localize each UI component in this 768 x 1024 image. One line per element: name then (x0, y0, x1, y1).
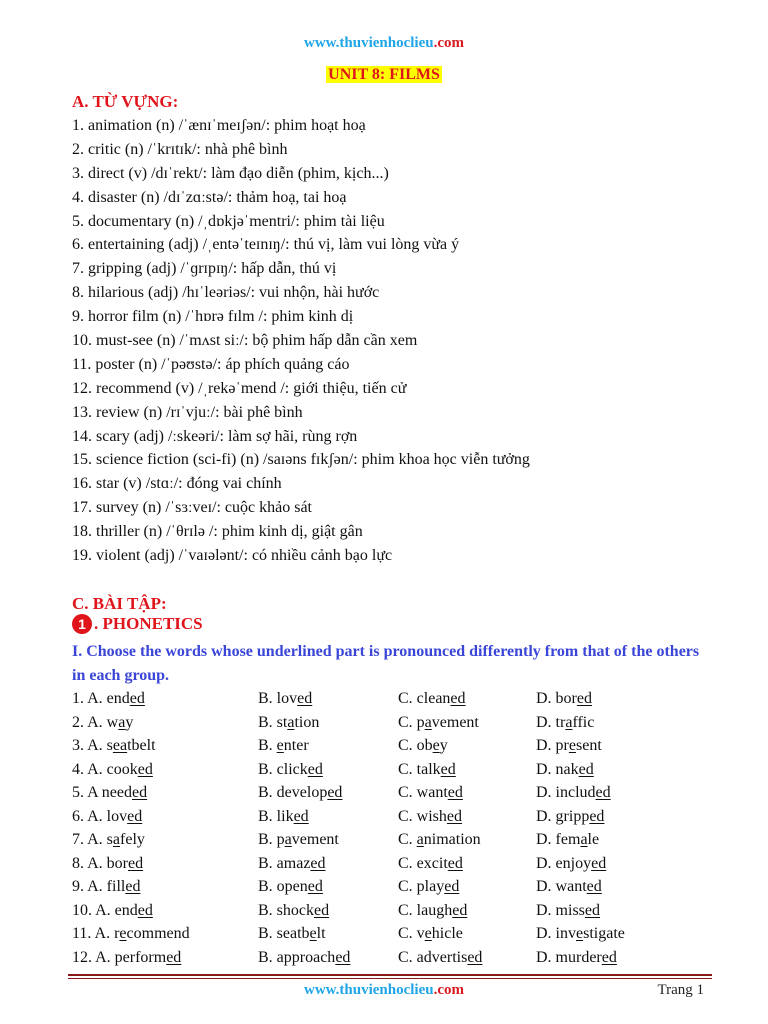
option-a[interactable] (72, 781, 147, 805)
option-text: B. lik (258, 807, 294, 825)
option-b[interactable] (258, 758, 323, 782)
underlined-part: a (580, 831, 588, 848)
option-c[interactable] (398, 899, 467, 923)
option-text: 4. A. cook (72, 760, 138, 778)
vocabulary-item: 10. must-see (n) /ˈmʌst siː/: bộ phim hấp dẫn cần xem (72, 332, 418, 350)
option-text-rest: fely (120, 831, 145, 848)
option-a[interactable] (72, 734, 156, 758)
underlined-part: ed (314, 901, 330, 919)
option-c[interactable] (398, 922, 463, 946)
underlined-part: a (565, 713, 573, 731)
vocabulary-item: 5. documentary (n) /ˌdɒkjəˈmentri/: phim tài liệu (72, 212, 385, 230)
question-row (72, 922, 732, 946)
option-c[interactable] (398, 711, 479, 735)
option-a[interactable] (72, 711, 133, 735)
option-text: 10. A. end (72, 901, 138, 919)
underlined-part: ed (335, 948, 351, 966)
option-text: C. v (398, 925, 425, 942)
underlined-part: ed (137, 901, 153, 919)
underlined-part: ed (450, 690, 466, 707)
option-b[interactable] (258, 899, 329, 923)
option-text: C. clean (398, 690, 451, 707)
option-text: 7. A. s (72, 831, 113, 848)
underlined-part: ed (595, 784, 611, 801)
phonetics-label: . PHONETICS (94, 614, 203, 633)
option-c[interactable] (398, 805, 462, 829)
option-text: C. wish (398, 807, 447, 825)
option-c[interactable] (398, 734, 448, 758)
option-d[interactable] (536, 734, 602, 758)
option-text: B. p (258, 831, 285, 848)
underlined-part: e (576, 925, 584, 942)
vocabulary-item: 8. hilarious (adj) /hɪˈleəriəs/: vui nhộn, hài hước (72, 284, 380, 302)
vocabulary-item: 15. science fiction (sci-fi) (n) /saɪəns fɪkʃən/: phim khoa học viễn tưởng (72, 451, 530, 469)
option-text: C. want (398, 784, 448, 801)
option-text: C. ob (398, 737, 433, 754)
underlined-part: ed (452, 901, 468, 919)
option-b[interactable] (258, 946, 350, 970)
underlined-part: ed (137, 760, 153, 778)
footer-divider-thin (68, 978, 712, 979)
underlined-part: ed (576, 690, 592, 707)
option-d[interactable] (536, 852, 606, 876)
question-row (72, 711, 732, 735)
option-text-rest: nter (283, 737, 309, 754)
underlined-part: a (118, 713, 126, 731)
option-b[interactable] (258, 828, 339, 852)
vocabulary-item: 2. critic (n) /ˈkrɪtɪk/: nhà phê bình (72, 140, 288, 158)
exercise-table (72, 687, 732, 969)
underlined-part: ed (578, 760, 594, 778)
option-c[interactable] (398, 946, 482, 970)
option-text: D. bor (536, 690, 577, 707)
option-a[interactable] (72, 687, 145, 711)
vocabulary-item: 13. review (n) /rɪˈvjuː/: bài phê bình (72, 403, 303, 421)
option-text-rest: sent (576, 737, 602, 754)
option-text-rest: vement (431, 713, 479, 731)
underlined-part: ed (132, 784, 148, 801)
option-text: B. shock (258, 901, 314, 919)
option-a[interactable] (72, 852, 143, 876)
option-text: D. fem (536, 831, 581, 848)
underlined-part: e (432, 737, 440, 754)
option-text: C. laugh (398, 901, 453, 919)
header-site-link[interactable] (0, 35, 768, 52)
footer-site-suffix: .com (433, 982, 464, 998)
option-text-rest: hicle (431, 925, 463, 942)
option-text: B. approach (258, 948, 336, 966)
option-text: C. (398, 831, 417, 848)
vocabulary-item: 11. poster (n) /ˈpəʊstə/: áp phích quảng cáo (72, 355, 350, 373)
option-text: B. lov (258, 690, 298, 707)
question-row (72, 899, 732, 923)
question-row (72, 758, 732, 782)
underlined-part: a (287, 713, 295, 731)
option-b[interactable] (258, 711, 319, 735)
underlined-part: a (112, 831, 121, 848)
option-text-rest: le (587, 831, 600, 848)
option-b[interactable] (258, 687, 312, 711)
option-text: D. inv (536, 925, 576, 942)
option-b[interactable] (258, 781, 342, 805)
underlined-part: e (119, 925, 127, 942)
underlined-part: ed (444, 878, 460, 895)
option-d[interactable] (536, 687, 592, 711)
footer-site-link[interactable] (0, 982, 768, 999)
option-d[interactable] (536, 711, 594, 735)
underlined-part: ed (447, 784, 463, 801)
footer-site-prefix: www.thuvienhoclieu (303, 982, 434, 998)
option-text: 12. A. perform (72, 948, 167, 966)
option-text: 5. A need (72, 784, 132, 801)
option-text: B. click (258, 760, 308, 778)
underlined-part: ed (589, 807, 605, 825)
underlined-part: ed (125, 878, 141, 895)
footer-divider (68, 974, 712, 976)
option-c[interactable] (398, 687, 466, 711)
option-d[interactable] (536, 805, 604, 829)
option-text-rest: tion (294, 713, 320, 731)
option-text: B. develop (258, 784, 328, 801)
option-d[interactable] (536, 828, 599, 852)
option-text: D. murder (536, 948, 602, 966)
vocabulary-item: 9. horror film (n) /ˈhɒrə fɪlm /: phim kinh dị (72, 308, 354, 326)
option-text: 11. A. r (72, 925, 120, 942)
option-text: B. st (258, 713, 288, 731)
underlined-part: ed (293, 807, 309, 825)
option-text: B. open (258, 878, 308, 895)
option-text: D. tr (536, 713, 566, 731)
underlined-part: e (309, 925, 317, 942)
underlined-part: ed (129, 690, 145, 707)
section-vocabulary-heading: A. TỪ VỰNG: (72, 92, 179, 111)
underlined-part: ea (112, 737, 128, 754)
question-row (72, 781, 732, 805)
vocabulary-item: 12. recommend (v) /ˌrekəˈmend /: giới thiệu, tiến cử (72, 379, 407, 397)
option-a[interactable] (72, 922, 190, 946)
underlined-part: a (416, 831, 424, 848)
question-row (72, 687, 732, 711)
underlined-part: ed (310, 854, 326, 872)
option-a[interactable] (72, 899, 153, 923)
option-text: C. p (398, 713, 425, 731)
option-text: B. amaz (258, 854, 311, 872)
question-row (72, 875, 732, 899)
question-row (72, 852, 732, 876)
option-a[interactable] (72, 758, 153, 782)
option-c[interactable] (398, 852, 463, 876)
underlined-part: ed (307, 760, 323, 778)
unit-title (0, 66, 768, 84)
option-text-rest: vement (291, 831, 339, 848)
option-text: D. want (536, 878, 587, 895)
vocabulary-item: 18. thriller (n) /ˈθrɪlə /: phim kinh dị, giật gân (72, 523, 363, 541)
option-text: D. nak (536, 760, 579, 778)
option-d[interactable] (536, 781, 611, 805)
underlined-part: ed (166, 948, 182, 966)
option-text-rest: tbelt (127, 737, 156, 754)
option-text: D. pr (536, 737, 569, 754)
question-row (72, 828, 732, 852)
option-text: 1. A. end (72, 690, 130, 707)
option-text-rest: y (125, 713, 134, 731)
option-d[interactable] (536, 922, 625, 946)
option-text-rest: ffic (572, 713, 595, 731)
option-text: D. enjoy (536, 854, 592, 872)
option-text-rest: y (439, 737, 448, 754)
option-b[interactable] (258, 805, 309, 829)
question-row (72, 734, 732, 758)
vocabulary-item: 17. survey (n) /ˈsɜːveɪ/: cuộc khảo sát (72, 499, 312, 517)
option-c[interactable] (398, 828, 481, 852)
header-site-prefix: www.thuvienhoclieu (303, 35, 434, 51)
option-b[interactable] (258, 734, 309, 758)
option-text: C. talk (398, 760, 441, 778)
underlined-part: ed (307, 878, 323, 895)
underlined-part: ed (591, 854, 607, 872)
option-d[interactable] (536, 946, 617, 970)
option-b[interactable] (258, 875, 323, 899)
vocabulary-list (72, 114, 732, 568)
vocabulary-item: 6. entertaining (adj) /ˌentəˈteɪnɪŋ/: thú vị, làm vui lòng vừa ý (72, 236, 460, 254)
underlined-part: a (284, 831, 292, 848)
question-row (72, 805, 732, 829)
vocabulary-item: 1. animation (n) /ˈænɪˈmeɪʃən/: phim hoạt hoạ (72, 117, 366, 134)
underlined-part: ed (327, 784, 343, 801)
underlined-part: ed (297, 690, 313, 707)
underlined-part: ed (601, 948, 617, 966)
option-text: B. (258, 737, 277, 754)
option-text: 3. A. s (72, 737, 113, 754)
underlined-part: ed (584, 901, 601, 919)
option-text-rest: stigate (583, 925, 625, 942)
option-text: D. includ (536, 784, 596, 801)
option-d[interactable] (536, 875, 602, 899)
option-text-rest: nimation (423, 831, 481, 848)
question-row (72, 946, 732, 970)
option-a[interactable] (72, 946, 181, 970)
option-text: B. seatb (258, 925, 310, 942)
option-d[interactable] (536, 758, 594, 782)
underlined-part: ed (440, 760, 456, 778)
option-text: C. play (398, 878, 445, 895)
section-exercises-heading: C. BÀI TẬP: (72, 594, 167, 613)
option-text: D. gripp (536, 807, 590, 825)
underlined-part: ed (127, 807, 143, 825)
underlined-part: e (568, 737, 576, 754)
option-text: 9. A. fill (72, 878, 126, 895)
unit-title-text: UNIT 8: FILMS (328, 66, 440, 83)
vocabulary-item: 3. direct (v) /dɪˈrekt/: làm đạo diễn (phim, kịch...) (72, 164, 389, 182)
option-d[interactable] (536, 899, 600, 923)
option-c[interactable] (398, 781, 463, 805)
underlined-part: e (424, 925, 432, 942)
option-c[interactable] (398, 875, 459, 899)
vocabulary-item: 4. disaster (n) /dɪˈzɑːstə/: thảm hoạ, tai hoạ (72, 188, 347, 206)
underlined-part: ed (447, 854, 463, 872)
option-text: 2. A. w (72, 713, 119, 731)
option-text: C. excit (398, 854, 448, 872)
option-a[interactable] (72, 875, 140, 899)
underlined-part: ed (128, 854, 144, 872)
option-text-rest: commend (126, 925, 190, 942)
underlined-part: ed (467, 948, 483, 966)
phonetics-heading (72, 614, 203, 634)
underlined-part: ed (446, 807, 463, 825)
option-b[interactable] (258, 852, 326, 876)
page-number: Trang 1 (657, 982, 704, 998)
underlined-part: e (276, 737, 284, 754)
option-b[interactable] (258, 922, 326, 946)
vocabulary-item: 7. gripping (adj) /ˈɡrɪpɪŋ/: hấp dẫn, thú vị (72, 260, 337, 278)
option-text: D. miss (536, 901, 585, 919)
option-text: 6. A. lov (72, 807, 128, 825)
header-site-suffix: .com (433, 35, 464, 51)
underlined-part: ed (586, 878, 602, 895)
underlined-part: a (424, 713, 432, 731)
option-a[interactable] (72, 805, 142, 829)
option-text: 8. A. bor (72, 854, 128, 872)
option-c[interactable] (398, 758, 456, 782)
exercise-instruction: I. Choose the words whose underlined part is pronounced differently from that of the others in each group. (72, 643, 700, 684)
vocabulary-item: 14. scary (adj) /ːskeəri/: làm sợ hãi, rùng rợn (72, 427, 358, 445)
vocabulary-item: 16. star (v) /stɑː/: đóng vai chính (72, 475, 282, 493)
vocabulary-item: 19. violent (adj) /ˈvaɪələnt/: có nhiều cảnh bạo lực (72, 547, 393, 565)
option-text-rest: lt (316, 925, 326, 942)
option-text: C. advertis (398, 948, 468, 966)
number-circle-icon: 1 (72, 614, 92, 634)
option-a[interactable] (72, 828, 145, 852)
